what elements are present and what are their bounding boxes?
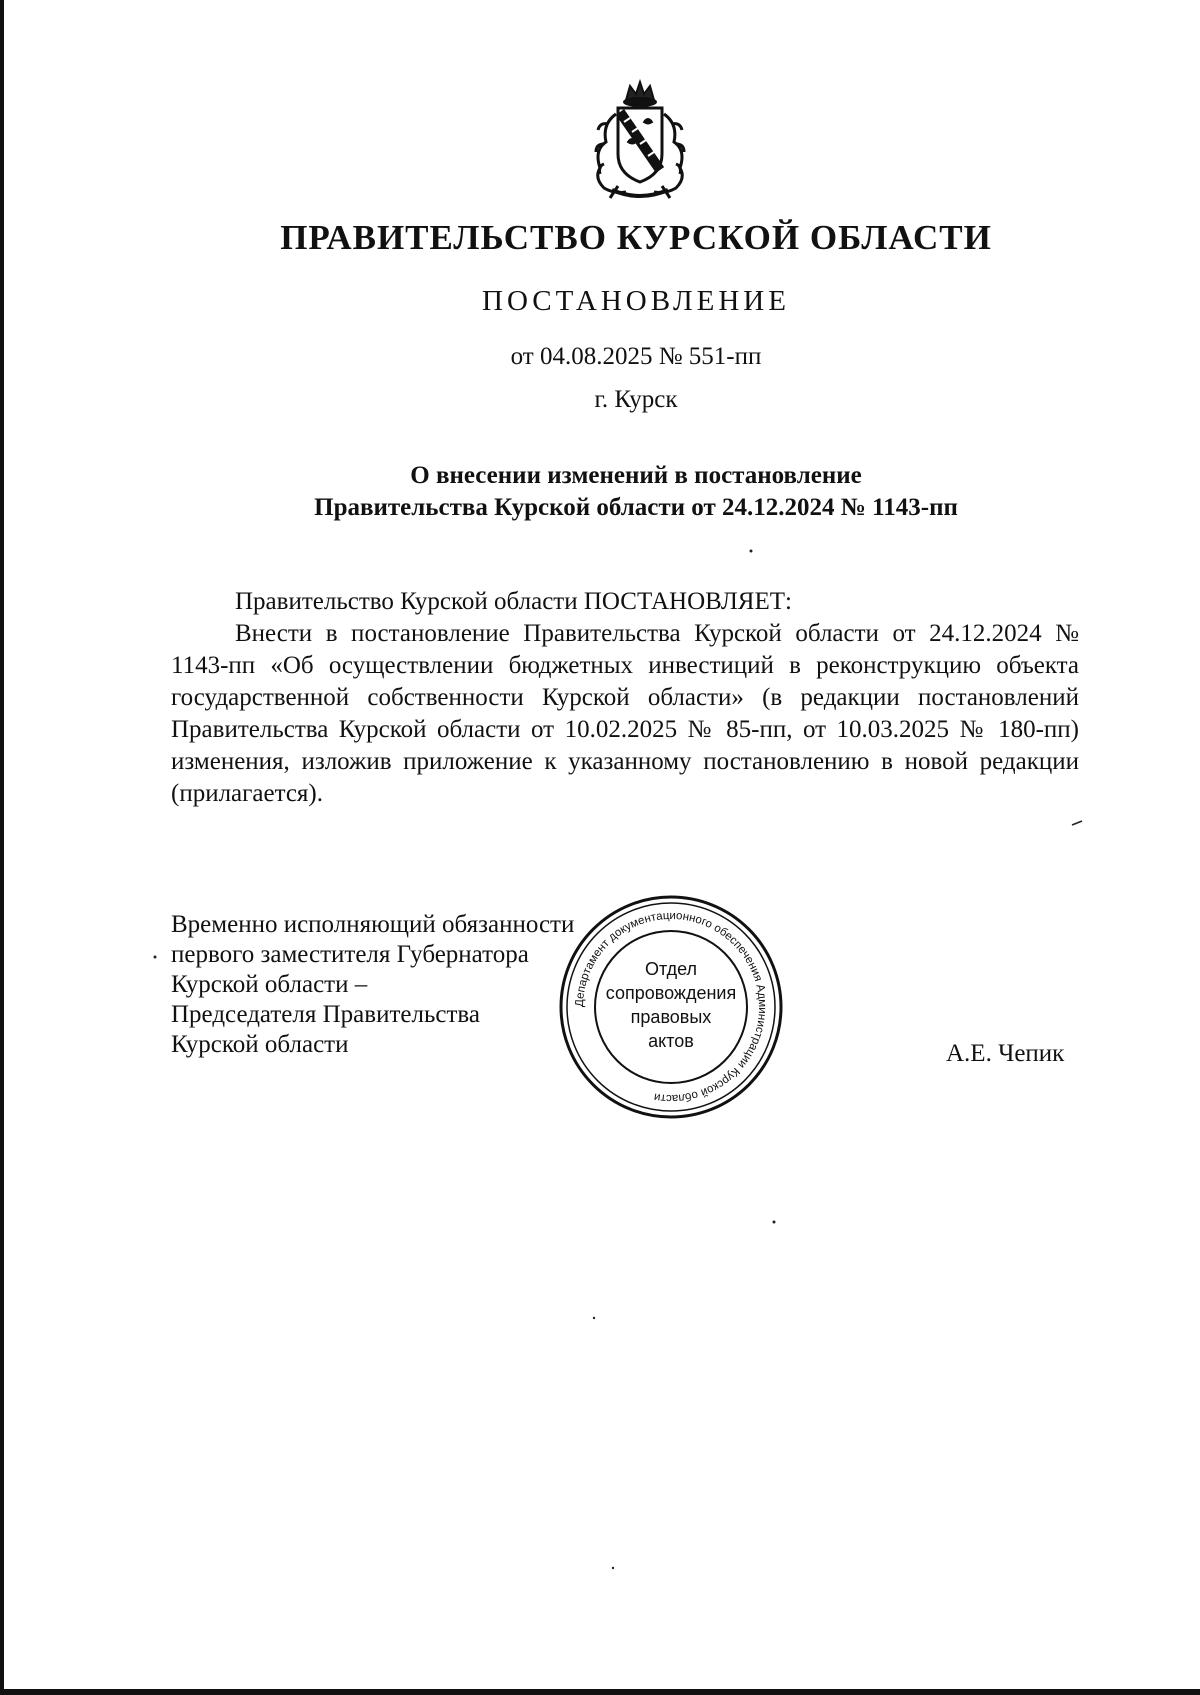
signatory-line-1: Временно исполняющий обязанности [171, 911, 575, 938]
resolution-intro: Правительство Курской области ПОСТАНОВЛЯЕТ: [235, 588, 792, 615]
subject-line-2: Правительства Курской области от 24.12.2024 № 1143-пп [314, 494, 958, 521]
document-place: г. Курск [594, 386, 678, 413]
document-type: ПОСТАНОВЛЕНИЕ [482, 285, 790, 317]
signatory-line-5: Курской области [171, 1031, 349, 1058]
signer-name: А.Е. Чепик [946, 1040, 1065, 1067]
stamp-line-2: сопровождения [605, 983, 737, 1003]
stamp-ring-text: Департамент документационного обеспечения Администрации Курской области [573, 909, 769, 1105]
organization-title: ПРАВИТЕЛЬСТВО КУРСКОЙ ОБЛАСТИ [280, 218, 992, 257]
stamp-line-3: правовых [630, 1007, 712, 1027]
signatory-line-4: Председателя Правительства [171, 1001, 480, 1028]
stamp-line-4: актов [648, 1031, 694, 1051]
document-number: от 04.08.2025 № 551-пп [510, 343, 762, 370]
signatory-line-2: первого заместителя Губернатора [171, 941, 529, 968]
resolution-text: Внести в постановление Правительства Курской области от 24.12.2024 № 1143-пп «Об осуществлении бюджетных инвестиций в реконструкцию объекта государственной собственности Курской области» (в редакции постановлений Правительства Курской области от 10.02.2025 № 85-пп, от 10.03.2025 № 180-пп) изменения, изложив приложение к указанному постановлению в новой редакции (прилагается). [171, 620, 1079, 807]
signatory-line-3: Курской области – [171, 971, 368, 998]
subject-line-1: О внесении изменений в постановление [410, 462, 862, 489]
stamp-line-1: Отдел [644, 959, 698, 979]
